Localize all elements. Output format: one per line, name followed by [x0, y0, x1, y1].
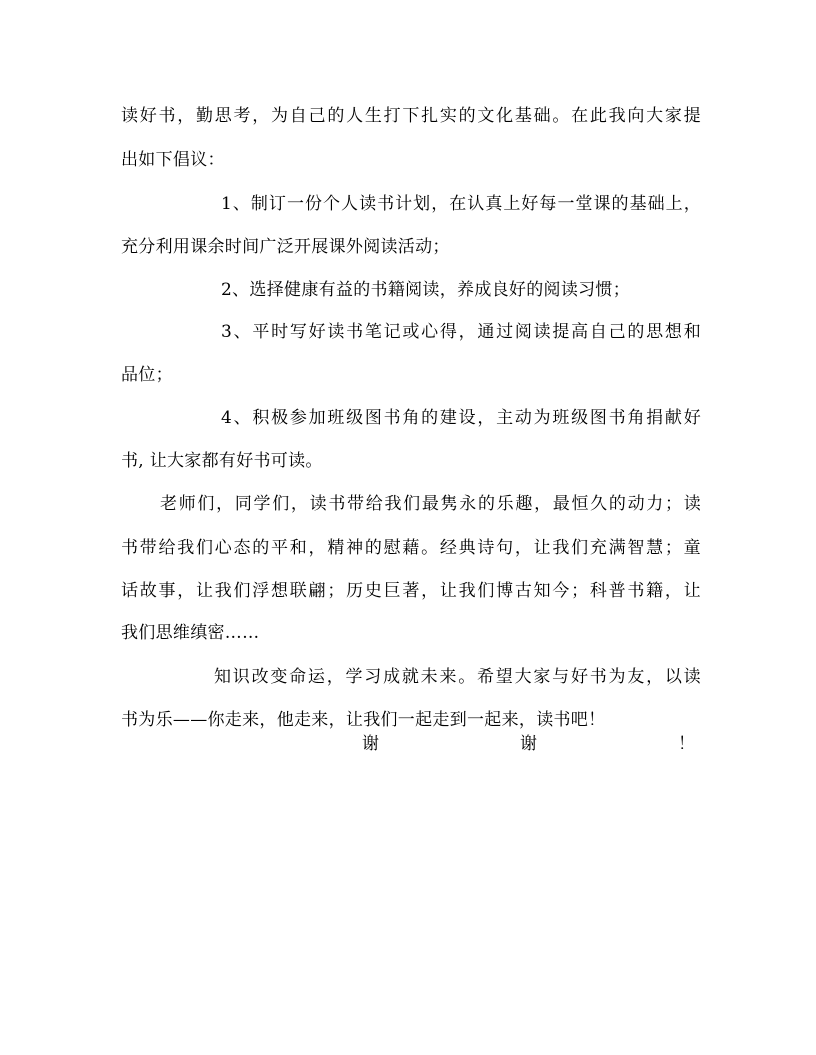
text-line: 书, 让大家都有好书可读。: [121, 451, 323, 471]
proposal-item-3: 3、平时写好读书笔记或心得，通过阅读提高自己的思想和: [221, 322, 701, 342]
text-line: 品位；: [121, 365, 173, 385]
text-line: 话故事，让我们浮想联翩；历史巨著，让我们博古知今；科普书籍，让: [121, 581, 701, 601]
proposal-item-1: 1、制订一份个人读书计划，在认真上好每一堂课的基础上，: [221, 194, 701, 214]
text-line: 充分利用课余时间广泛开展课外阅读活动；: [121, 237, 450, 257]
text-line: 书为乐——你走来，他走来，让我们一起走到一起来，读书吧！: [121, 710, 606, 730]
paragraph-start: 老师们，同学们，读书带给我们最隽永的乐趣，最恒久的动力；读: [160, 494, 701, 514]
thanks-char-1: 谢: [362, 734, 379, 754]
text-line: 出如下倡议：: [121, 150, 225, 170]
text-line: 读好书，勤思考，为自己的人生打下扎实的文化基础。在此我向大家提: [121, 106, 701, 126]
thanks-exclamation: ！: [678, 734, 695, 754]
text-line: 书带给我们心态的平和，精神的慰藉。经典诗句，让我们充满智慧；童: [121, 538, 701, 558]
proposal-item-2: 2、选择健康有益的书籍阅读，养成良好的阅读习惯；: [221, 280, 631, 300]
paragraph-start: 知识改变命运，学习成就未来。希望大家与好书为友，以读: [214, 667, 701, 687]
thanks-char-2: 谢: [520, 734, 537, 754]
text-line: 我们思维缜密……: [121, 623, 260, 643]
proposal-item-4: 4、积极参加班级图书角的建设，主动为班级图书角捐献好: [221, 408, 701, 428]
